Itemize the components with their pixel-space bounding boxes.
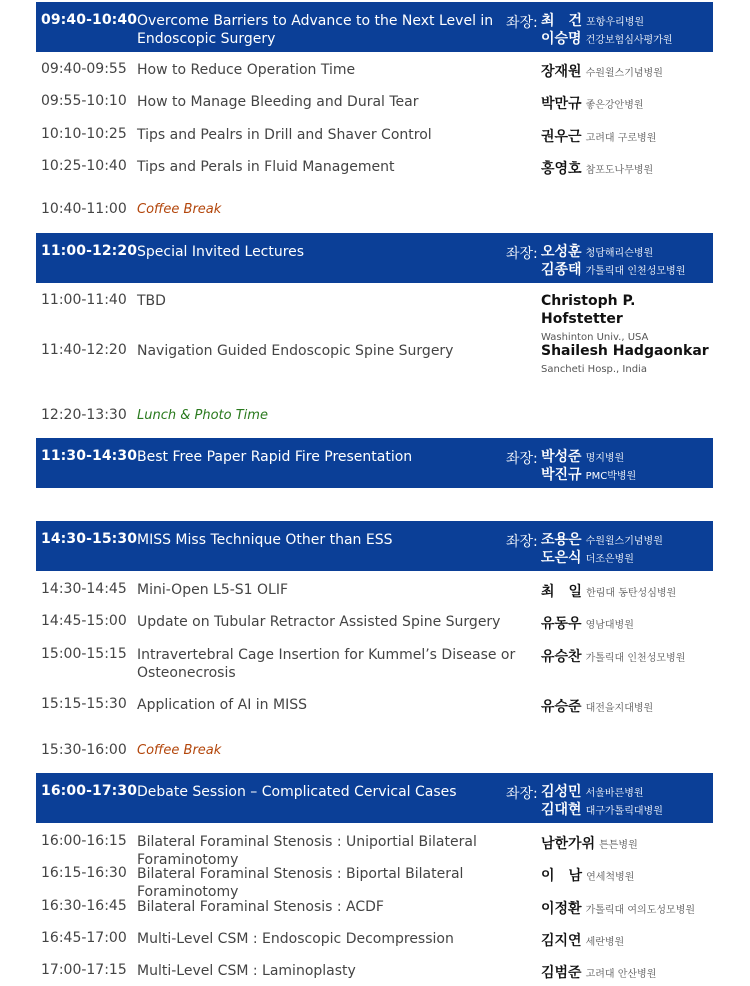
speaker-affiliation: 가톨릭대 인천성모병원 [585,653,686,664]
session-header [36,521,713,571]
session-time: 14:30-15:30 [41,531,138,547]
chair-label: 좌장: [506,786,538,802]
chair-list [541,447,636,483]
talk-time: 16:15-16:30 [41,865,127,881]
chair-affiliation: 더조은병원 [585,554,634,565]
talk-title: Mini-Open L5-S1 OLIF [137,582,289,598]
talk-time: 16:45-17:00 [41,930,127,946]
talk-time: 11:40-12:20 [41,342,127,358]
chair-affiliation: 서울바른병원 [585,788,644,799]
speaker [541,126,656,146]
speaker-affiliation: 가톨릭대 여의도성모병원 [585,905,696,916]
speaker-name: 이 남 [541,868,583,884]
chair-name: 도은식 [541,550,582,566]
talk-title: Bilateral Foraminal Stenosis : Biportal Bilateral Foraminotomy [137,866,464,900]
chair [541,465,636,483]
break-time: 15:30-16:00 [41,742,127,758]
chair-name: 김대현 [541,802,582,818]
speaker-name: Shailesh Hadgaonkar [541,343,709,359]
speaker [541,696,653,716]
break-title: Lunch & Photo Time [137,408,268,423]
session-header [36,233,713,283]
break-title: Coffee Break [137,202,222,217]
speaker [541,613,634,633]
chair-label: 좌장: [506,246,538,262]
chair [541,447,636,465]
speaker [541,292,713,343]
speaker-affiliation: 참포도나무병원 [585,165,654,176]
talk-title: TBD [137,293,166,309]
session-title: Special Invited Lectures [137,244,305,260]
talk-title: Intravertebral Cage Insertion for Kummel’s Disease or Osteonecrosis [137,647,516,681]
talk-time: 15:15-15:30 [41,696,127,712]
speaker-name: 김범준 [541,965,582,981]
chair-affiliation: 가톨릭대 인천성모병원 [585,266,686,277]
speaker-name: 남한가위 [541,836,596,852]
speaker-name: 장재원 [541,64,582,80]
chair-affiliation: 명지병원 [585,453,625,464]
chair [541,800,663,818]
talk-title: Tips and Pealrs in Drill and Shaver Control [137,127,432,143]
speaker-affiliation: 한림대 동탄성심병원 [586,588,677,599]
chair [541,242,685,260]
speaker-name: 홍영호 [541,161,582,177]
chair-affiliation: 건강보험심사평가원 [585,35,673,46]
speaker [541,158,653,178]
talk-time: 15:00-15:15 [41,646,127,662]
speaker [541,833,638,853]
speaker-name: 김지연 [541,933,582,949]
talk-title: Tips and Perals in Fluid Management [137,159,395,175]
speaker-affiliation: Washinton Univ., USA [541,332,649,343]
talk-title: Multi-Level CSM : Endoscopic Decompression [137,931,454,947]
speaker [541,93,644,113]
talk-time: 10:25-10:40 [41,158,127,174]
speaker-name: Christoph P. Hofstetter [541,293,636,327]
talk-title: Bilateral Foraminal Stenosis : ACDF [137,899,384,915]
chair-list [541,11,673,47]
speaker-affiliation: 세란병원 [585,937,625,948]
speaker-affiliation: 수원윌스기념병원 [585,68,663,79]
chair-name: 이승명 [541,31,582,47]
chair-affiliation: 포항우리병원 [586,17,645,28]
session-title: Debate Session – Complicated Cervical Cases [137,784,457,800]
session-title: Best Free Paper Rapid Fire Presentation [137,449,413,465]
session-header [36,2,713,52]
chair [541,530,663,548]
chair-list [541,242,685,278]
chair-name: 최 건 [541,13,583,29]
break-title: Coffee Break [137,743,222,758]
session-time: 16:00-17:30 [41,783,138,799]
session-header [36,438,713,488]
session-title: Overcome Barriers to Advance to the Next Level in Endoscopic Surgery [137,13,494,47]
talk-title: How to Reduce Operation Time [137,62,356,78]
speaker-name: 이정환 [541,901,582,917]
speaker [541,930,624,950]
session-time: 09:40-10:40 [41,12,138,28]
chair [541,548,663,566]
break-time: 12:20-13:30 [41,407,127,423]
chair-affiliation: 수원윌스기념병원 [585,536,663,547]
speaker-name: 유동우 [541,616,582,632]
speaker-affiliation: 고려대 안산병원 [585,969,657,980]
chair-name: 박진규 [541,467,582,483]
speaker-name: 유승찬 [541,649,582,665]
talk-time: 14:30-14:45 [41,581,127,597]
speaker [541,898,695,918]
chair-name: 김종태 [541,262,582,278]
speaker-name: 박만규 [541,96,582,112]
chair-label: 좌장: [506,451,538,467]
speaker [541,342,709,375]
speaker [541,962,656,982]
speaker-name: 최 일 [541,584,583,600]
talk-title: Bilateral Foraminal Stenosis : Uniportial Bilateral Foraminotomy [137,834,477,868]
talk-title: Application of AI in MISS [137,697,307,713]
speaker-affiliation: 영남대병원 [585,620,634,631]
speaker-affiliation: 연세척병원 [586,872,635,883]
chair [541,11,673,29]
talk-title: Multi-Level CSM : Laminoplasty [137,963,356,979]
session-time: 11:30-14:30 [41,448,138,464]
chair-label: 좌장: [506,15,538,31]
chair [541,260,685,278]
speaker-affiliation: 좋은강안병원 [585,100,644,111]
speaker-affiliation: 대전을지대병원 [585,703,654,714]
chair-list [541,530,663,566]
chair-list [541,782,663,818]
chair-affiliation: PMC박병원 [585,471,637,482]
speaker [541,646,685,666]
speaker-affiliation: 고려대 구로병원 [585,133,657,144]
chair-name: 조용은 [541,532,582,548]
break-time: 10:40-11:00 [41,201,127,217]
chair [541,782,663,800]
session-title: MISS Miss Technique Other than ESS [137,532,393,548]
speaker [541,61,663,81]
speaker-name: 권우근 [541,129,582,145]
chair-label: 좌장: [506,534,538,550]
talk-time: 14:45-15:00 [41,613,127,629]
session-time: 11:00-12:20 [41,243,138,259]
speaker-affiliation: 튼튼병원 [599,840,638,851]
speaker [541,865,634,885]
talk-time: 16:00-16:15 [41,833,127,849]
talk-title: Update on Tubular Retractor Assisted Spine Surgery [137,614,501,630]
talk-title: Navigation Guided Endoscopic Spine Surgery [137,343,454,359]
chair-name: 오성훈 [541,244,582,260]
speaker-name: 유승준 [541,699,582,715]
talk-time: 16:30-16:45 [41,898,127,914]
chair-name: 박성준 [541,449,582,465]
talk-title: How to Manage Bleeding and Dural Tear [137,94,419,110]
chair-name: 김성민 [541,784,582,800]
chair-affiliation: 청담해리슨병원 [585,248,654,259]
talk-time: 11:00-11:40 [41,292,127,308]
talk-time: 09:55-10:10 [41,93,127,109]
session-header [36,773,713,823]
chair-affiliation: 대구가톨릭대병원 [585,806,663,817]
chair [541,29,673,47]
talk-time: 09:40-09:55 [41,61,127,77]
speaker-affiliation: Sancheti Hosp., India [541,364,647,375]
talk-time: 10:10-10:25 [41,126,127,142]
talk-time: 17:00-17:15 [41,962,127,978]
speaker [541,581,676,601]
